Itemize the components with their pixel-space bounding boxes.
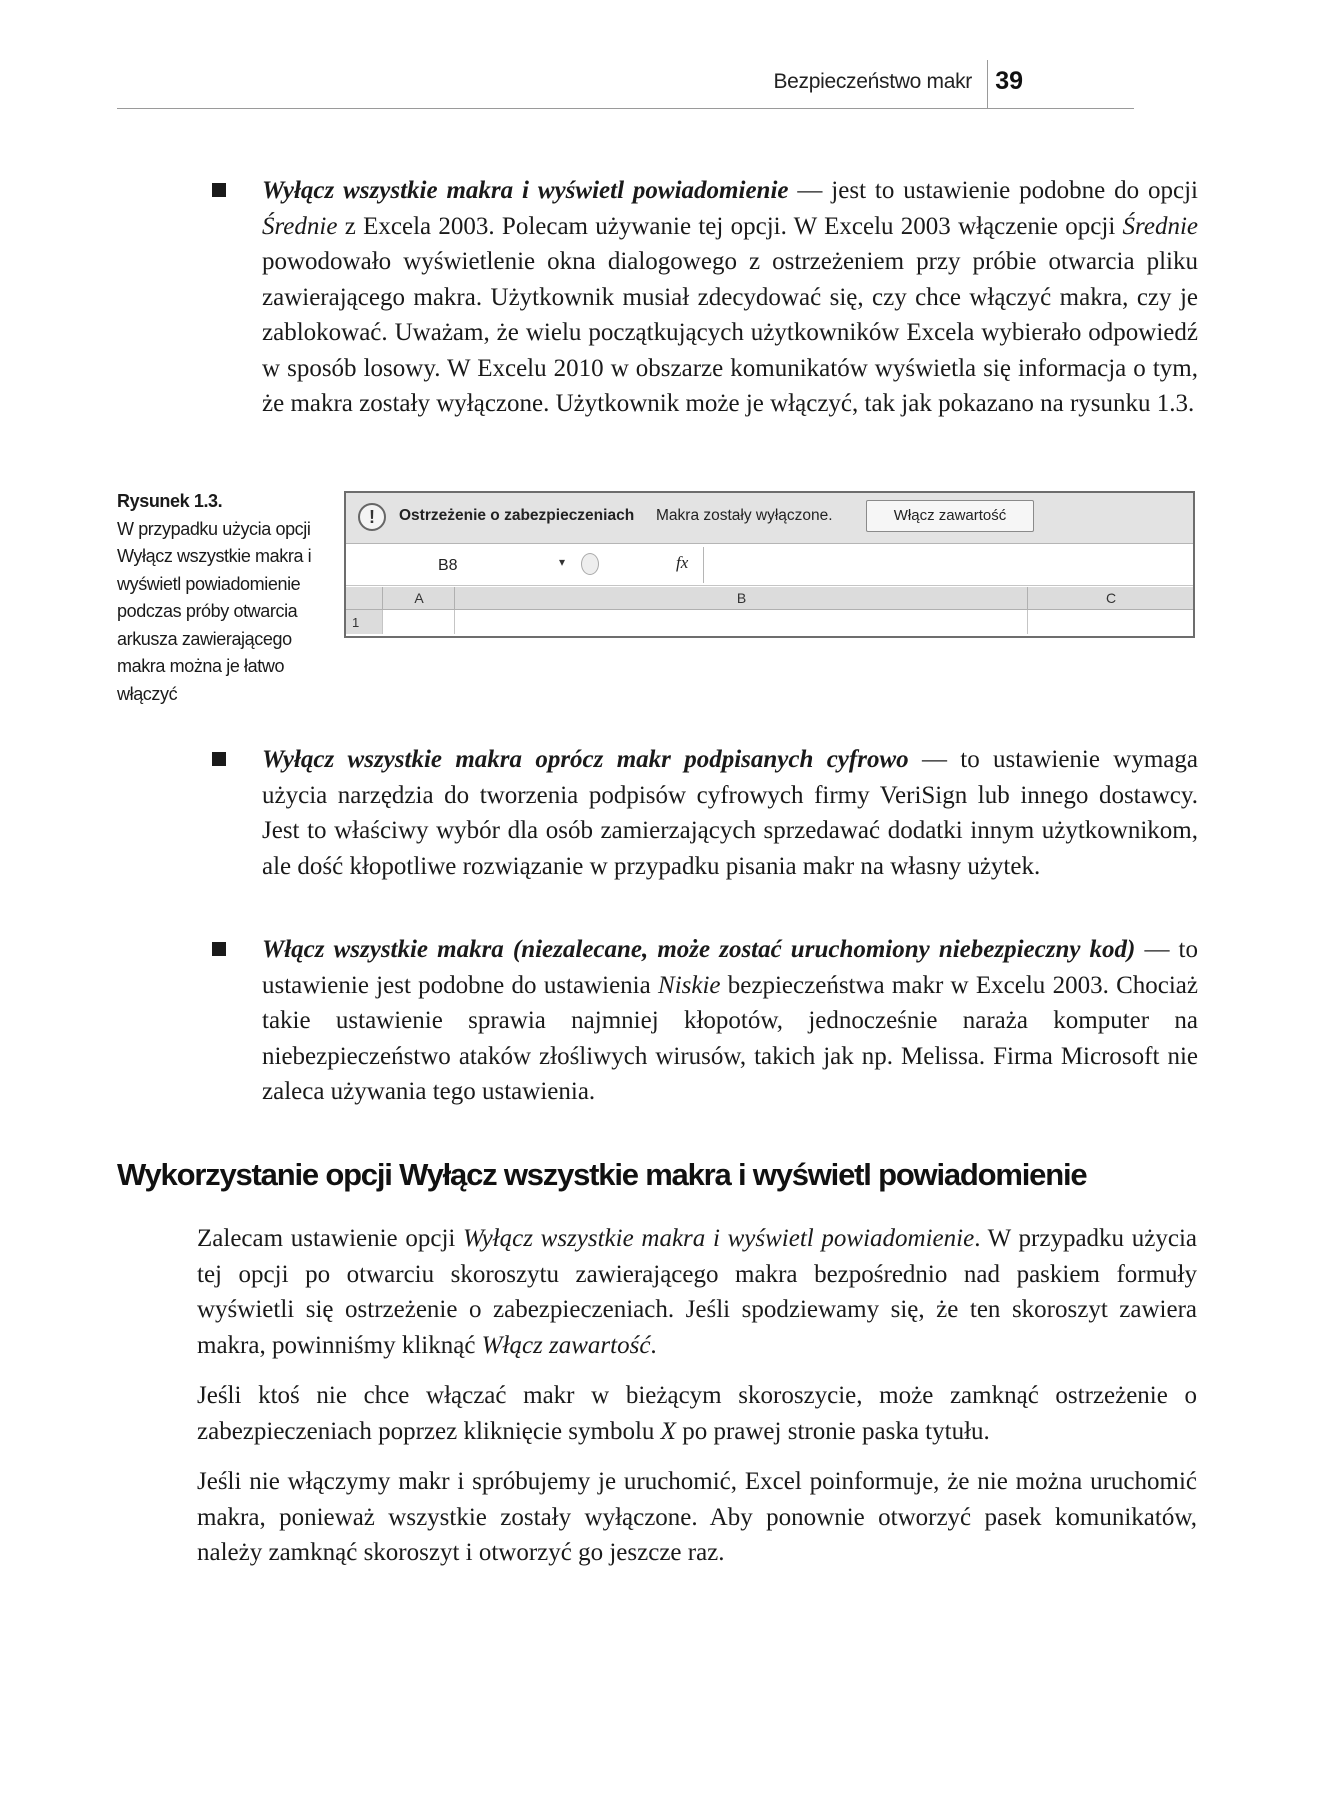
page-number: 39 (995, 67, 1023, 95)
bullet-term: Wyłącz wszystkie makra i wyświetl powiadomienie (262, 177, 789, 204)
bullet-italic: Średnie (262, 212, 338, 240)
paragraph-1 (197, 1221, 1197, 1363)
row-header-1[interactable]: 1 (346, 610, 382, 634)
bullet-item-disable-except-signed (262, 742, 1198, 884)
running-title: Bezpieczeństwo makr (773, 70, 972, 93)
paragraph-text: po prawej stronie paska tytułu. (675, 1417, 990, 1445)
bullet-square-icon (212, 752, 226, 766)
section-heading: Wykorzystanie opcji Wyłącz wszystkie makra i wyświetl powiadomienie (117, 1157, 1087, 1192)
page-header (117, 52, 1134, 109)
column-header-a[interactable]: A (382, 587, 455, 609)
paragraph-text: . W przypadku użycia tej opcji po otwarciu skoroszytu zawierającego makra bezpośrednio nad paskiem formuły wyświetli się ostrzeżenie o zabezpieczeniach. Jeśli spodziewamy się, że ten skoroszyt zawiera makra, powinniśmy kliknąć (197, 1225, 1197, 1359)
formula-bar-handle-icon (581, 553, 599, 575)
bullet-square-icon (212, 942, 226, 956)
column-header-c[interactable]: C (1027, 587, 1194, 609)
header-divider (987, 60, 989, 108)
bullet-text: z Excela 2003. Polecam używanie tej opcji. W Excelu 2003 włączenie opcji (337, 212, 1123, 240)
column-headers (346, 587, 1193, 610)
cell-a1[interactable] (382, 610, 455, 634)
paragraph-2 (197, 1378, 1197, 1449)
grid-row (346, 610, 1193, 634)
fx-icon[interactable]: fx (676, 553, 689, 572)
formula-bar (346, 545, 1193, 586)
security-message-bar (346, 493, 1193, 544)
macros-disabled-text: Makra zostały wyłączone. (656, 507, 833, 524)
paragraph-text: Jeśli ktoś nie chce włączać makr w bieżącym skoroszycie, może zamknąć ostrzeżenie o zabezpieczeniach poprzez kliknięcie symbolu (197, 1382, 1197, 1445)
bullet-text: — jest to ustawienie podobne do opcji (788, 177, 1198, 204)
figure-caption-label: Rysunek 1.3. (117, 491, 223, 511)
chevron-down-icon[interactable]: ▾ (559, 555, 566, 569)
bullet-item-enable-all (262, 932, 1198, 1110)
bullet-text: — to ustawienie wymaga użycia narzędzia do tworzenia podpisów cyfrowych firmy VeriSign lub innego dostawcy. Jest to właściwy wybór dla osób zamierzających sprzedawać dodatki innym użytkownikom, ale dość kłopotliwe rozwiązanie w przypadku pisania makr na własny użytek. (262, 746, 1198, 880)
paragraph-text: Zalecam ustawienie opcji (197, 1225, 464, 1252)
figure-caption-text: W przypadku użycia opcji Wyłącz wszystkie makra i wyświetl powiadomienie podczas próby otwarcia arkusza zawierającego makra można je łatwo włączyć (117, 518, 312, 704)
bullet-square-icon (212, 183, 226, 197)
column-header-b[interactable]: B (454, 587, 1028, 609)
bullet-term: Włącz wszystkie makra (niezalecane, może zostać uruchomiony niebezpieczny kod) (262, 936, 1136, 963)
bullet-item-disable-with-notification (262, 173, 1198, 422)
warning-icon: ! (358, 503, 386, 531)
paragraph-3: Jeśli nie włączymy makr i spróbujemy je uruchomić, Excel poinformuje, że nie można uruchomić makra, ponieważ wszystkie zostały wyłączone. Aby ponownie otworzyć pasek komunikatów, należy zamknąć skoroszyt i otworzyć go jeszcze raz. (197, 1468, 1197, 1566)
bullet-italic: Niskie (658, 971, 721, 999)
figure-caption (117, 488, 327, 708)
security-warning-title: Ostrzeżenie o zabezpieczeniach (399, 507, 635, 524)
paragraph-italic: X (660, 1417, 676, 1445)
paragraph-italic: Włącz zawartość (481, 1331, 651, 1359)
paragraph-italic: Wyłącz wszystkie makra i wyświetl powiadomienie (463, 1225, 975, 1252)
cell-c1[interactable] (1027, 610, 1194, 634)
excel-screenshot-figure (344, 491, 1195, 638)
enable-content-button[interactable]: Włącz zawartość (866, 500, 1034, 532)
formula-bar-divider (703, 547, 704, 583)
name-box[interactable]: B8 (438, 557, 458, 574)
bullet-term: Wyłącz wszystkie makra oprócz makr podpisanych cyfrowo (262, 746, 909, 773)
bullet-text: — to ustawienie jest podobne do ustawienia (262, 936, 1198, 999)
bullet-text: bezpieczeństwa makr w Excelu 2003. Chociaż takie ustawienie sprawia najmniej kłopotów, jednocześnie naraża komputer na niebezpieczeństwo ataków złośliwych wirusów, takich jak np. Melissa. Firma Microsoft nie zaleca używania tego ustawienia. (262, 971, 1198, 1105)
paragraph-text: . (650, 1331, 657, 1359)
cell-b1[interactable] (454, 610, 1028, 634)
bullet-text: powodowało wyświetlenie okna dialogowego z ostrzeżeniem przy próbie otwarcia pliku zawierającego makra. Użytkownik musiał zdecydować się, czy chce włączyć makra, czy je zablokować. Uważam, że wielu początkujących użytkowników Excela wybierało odpowiedź w sposób losowy. W Excelu 2010 w obszarze komunikatów wyświetla się informacja o tym, że makra zostały wyłączone. Użytkownik może je włączyć, tak jak pokazano na rysunku 1.3. (262, 248, 1198, 417)
bullet-italic: Średnie (1122, 212, 1198, 240)
